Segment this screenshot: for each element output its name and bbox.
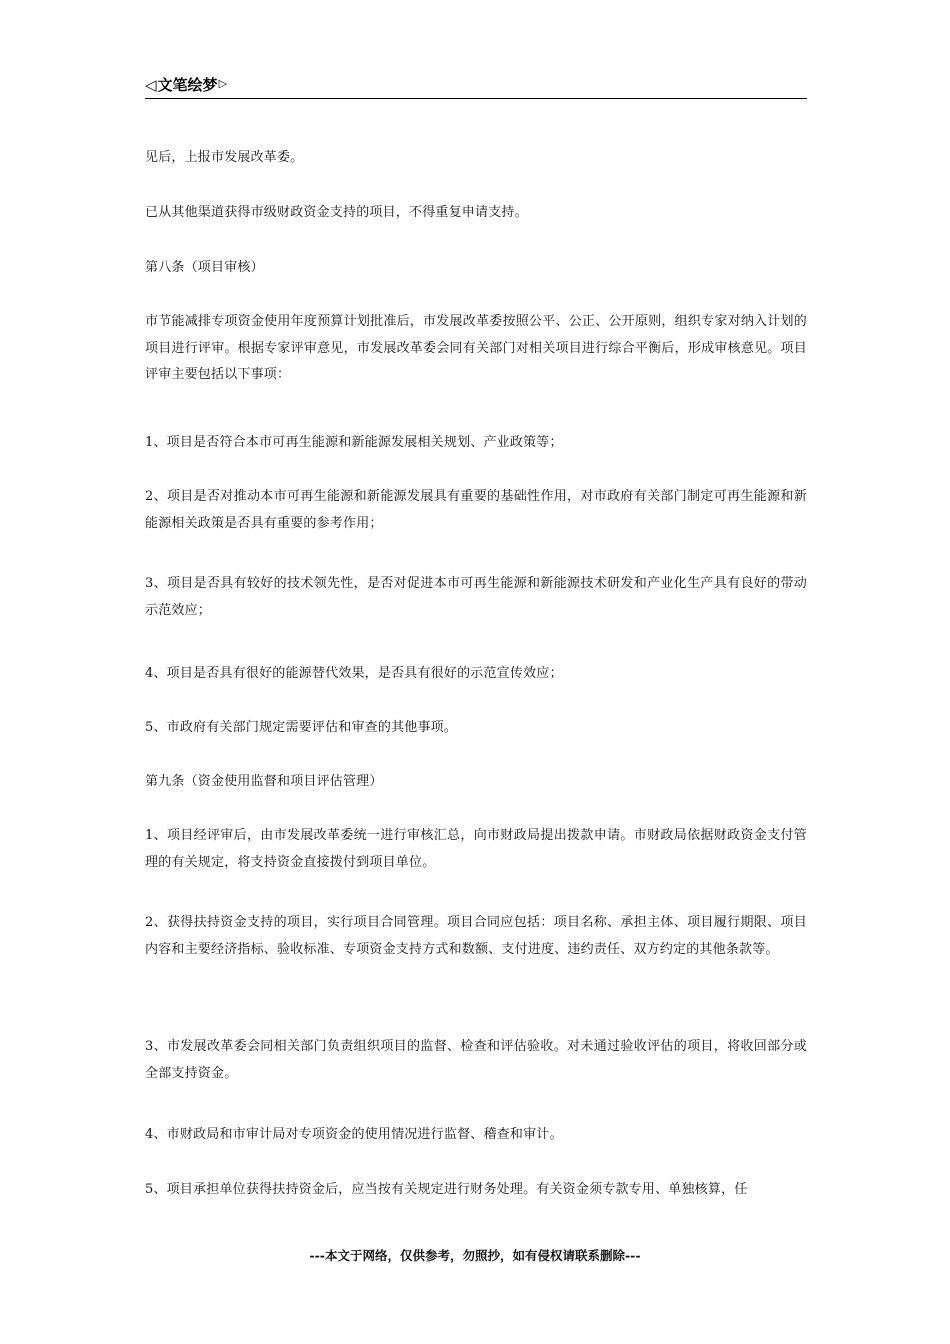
list-item-5: 5、市政府有关部门规定需要评估和审查的其他事项。 <box>145 720 458 735</box>
header-logo <box>145 74 227 95</box>
list-item-9: 4、市财政局和市审计局对专项资金的使用情况进行监督、稽查和审计。 <box>145 1127 563 1142</box>
header-title: 文笔绘梦 <box>157 76 218 94</box>
list-item-3: 3、项目是否具有较好的技术领先性，是否对促进本市可再生能源和新能源技术研发和产业化生产具有良好的带动示范效应； <box>145 576 807 618</box>
list-item-4: 4、项目是否具有很好的能源替代效果，是否具有很好的示范宣传效应； <box>145 666 563 681</box>
section-heading-article-9: 第九条（资金使用监督和项目评估管理） <box>145 774 383 789</box>
paragraph-3: 市节能减排专项资金使用年度预算计划批准后，市发展改革委按照公平、公正、公开原则，组织专家对纳入计划的项目进行评审。根据专家评审意见，市发展改革委会同有关部门对相关项目进行综合平衡后，形成审核意见。项目评审主要包括以下事项： <box>145 314 807 382</box>
list-item-8: 3、市发展改革委会同相关部门负责组织项目的监督、检查和评估验收。对未通过验收评估的项目，将收回部分或全部支持资金。 <box>145 1039 807 1081</box>
list-item-1: 1、项目是否符合本市可再生能源和新能源发展相关规划、产业政策等； <box>145 435 563 450</box>
page-header <box>145 74 807 99</box>
paragraph-1: 见后，上报市发展改革委。 <box>145 150 304 165</box>
list-item-7: 2、获得扶持资金支持的项目，实行项目合同管理。项目合同应包括：项目名称、承担主体、项目履行期限、项目内容和主要经济指标、验收标准、专项资金支持方式和数额、支付进度、违约责任、双方约定的其他条款等。 <box>145 915 807 957</box>
paragraph-2: 已从其他渠道获得市级财政资金支持的项目，不得重复申请支持。 <box>145 205 528 220</box>
left-triangle-icon: ◁ <box>145 76 157 94</box>
right-triangle-icon: ▷ <box>218 77 228 90</box>
list-item-6: 1、项目经评审后，由市发展改革委统一进行审核汇总，向市财政局提出拨款申请。市财政局依据财政资金支付管理的有关规定，将支持资金直接拨付到项目单位。 <box>145 828 807 870</box>
list-item-2: 2、项目是否对推动本市可再生能源和新能源发展具有重要的基础性作用，对市政府有关部门制定可再生能源和新能源相关政策是否具有重要的参考作用； <box>145 489 807 531</box>
list-item-10: 5、项目承担单位获得扶持资金后，应当按有关规定进行财务处理。有关资金须专款专用、单独核算，任 <box>145 1182 748 1197</box>
page-footer: ---本文于网络，仅供参考，勿照抄，如有侵权请联系删除--- <box>309 1248 641 1263</box>
section-heading-article-8: 第八条（项目审核） <box>145 260 264 275</box>
